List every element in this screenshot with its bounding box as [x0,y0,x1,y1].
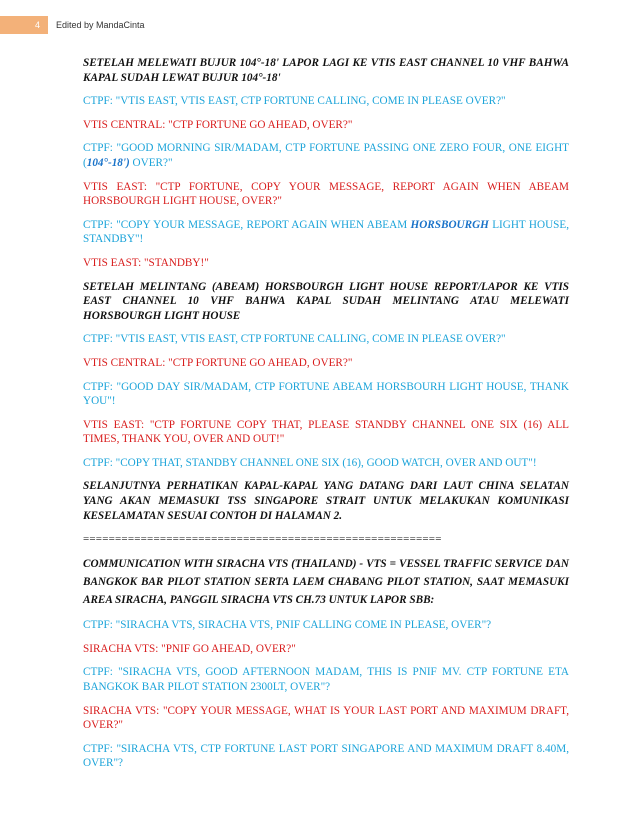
ctpf-message: CTPF: "SIRACHA VTS, CTP FORTUNE LAST PORT SINGAPORE AND MAXIMUM DRAFT 8.40M, OVER"? [83,742,569,770]
vts-message: VTIS CENTRAL: "CTP FORTUNE GO AHEAD, OVER?" [83,356,353,369]
document-body [83,56,569,780]
message-text: CTPF: "COPY YOUR MESSAGE, REPORT AGAIN WHEN ABEAM [83,218,411,231]
ctpf-message: CTPF: "SIRACHA VTS, GOOD AFTERNOON MADAM, THIS IS PNIF MV. CTP FORTUNE ETA BANGKOK BAR PILOT STATION 2300LT, OVER"? [83,666,569,694]
vts-message: VTIS EAST: "STANDBY!" [83,256,209,269]
vts-message: SIRACHA VTS: "PNIF GO AHEAD, OVER?" [83,642,296,655]
message-text: LIGHT HOUSE, STANDBY"! [83,218,569,246]
ctpf-message: CTPF: "VTIS EAST, VTIS EAST, CTP FORTUNE CALLING, COME IN PLEASE OVER?" [83,333,506,346]
edited-by-label: Edited by MandaCinta [56,20,145,30]
emphasis-text: 104°-18') [86,156,130,169]
vts-message: VTIS CENTRAL: "CTP FORTUNE GO AHEAD, OVER?" [83,118,353,131]
separator-line: ======================================================== [83,533,442,546]
page-header [0,16,145,34]
ctpf-message [83,141,569,170]
vts-message: VTIS EAST: "CTP FORTUNE, COPY YOUR MESSAGE, REPORT AGAIN WHEN ABEAM HORSBOURGH LIGHT HOUSE, OVER?" [83,180,569,208]
message-text: OVER?" [129,156,173,169]
instruction-paragraph: SELANJUTNYA PERHATIKAN KAPAL-KAPAL YANG DATANG DARI LAUT CHINA SELATAN YANG AKAN MEMASUKI TSS SINGAPORE STRAIT UNTUK MELAKUKAN KOMUNIKASI KESELAMATAN SESUAI CONTOH DI HALAMAN 2. [83,480,569,522]
ctpf-message: CTPF: "VTIS EAST, VTIS EAST, CTP FORTUNE CALLING, COME IN PLEASE OVER?" [83,95,506,108]
section-heading: COMMUNICATION WITH SIRACHA VTS (THAILAND) - VTS = VESSEL TRAFFIC SERVICE DAN BANGKOK BAR PILOT STATION SERTA LAEM CHABANG PILOT STATION, SAAT MEMASUKI AREA SIRACHA, PANGGIL SIRACHA VTS CH.73 UNTUK LAPOR SBB: [83,558,569,607]
vts-message: VTIS EAST: "CTP FORTUNE COPY THAT, PLEASE STANDBY CHANNEL ONE SIX (16) ALL TIMES, THANK YOU, OVER AND OUT!" [83,418,569,446]
vts-message: SIRACHA VTS: "COPY YOUR MESSAGE, WHAT IS YOUR LAST PORT AND MAXIMUM DRAFT, OVER?" [83,704,569,732]
ctpf-message: CTPF: "SIRACHA VTS, SIRACHA VTS, PNIF CALLING COME IN PLEASE, OVER"? [83,619,492,632]
emphasis-text: HORSBOURGH [410,218,489,231]
page-number: 4 [0,16,48,34]
message-text: CTPF: "GOOD MORNING SIR/MADAM, CTP FORTUNE PASSING ONE ZERO FOUR, ONE EIGHT ( [83,142,569,169]
instruction-paragraph: SETELAH MELEWATI BUJUR 104°-18' LAPOR LAGI KE VTIS EAST CHANNEL 10 VHF BAHWA KAPAL SUDAH LEWAT BUJUR 104°-18' [83,57,569,84]
ctpf-message: CTPF: "COPY THAT, STANDBY CHANNEL ONE SIX (16), GOOD WATCH, OVER AND OUT"! [83,456,537,469]
ctpf-message: CTPF: "GOOD DAY SIR/MADAM, CTP FORTUNE ABEAM HORSBOURH LIGHT HOUSE, THANK YOU"! [83,380,569,408]
instruction-paragraph: SETELAH MELINTANG (ABEAM) HORSBOURGH LIGHT HOUSE REPORT/LAPOR KE VTIS EAST CHANNEL 10 VHF BAHWA KAPAL SUDAH MELINTANG ATAU MELEWATI HORSBOURGH LIGHT HOUSE [83,280,569,322]
ctpf-message [83,218,569,247]
